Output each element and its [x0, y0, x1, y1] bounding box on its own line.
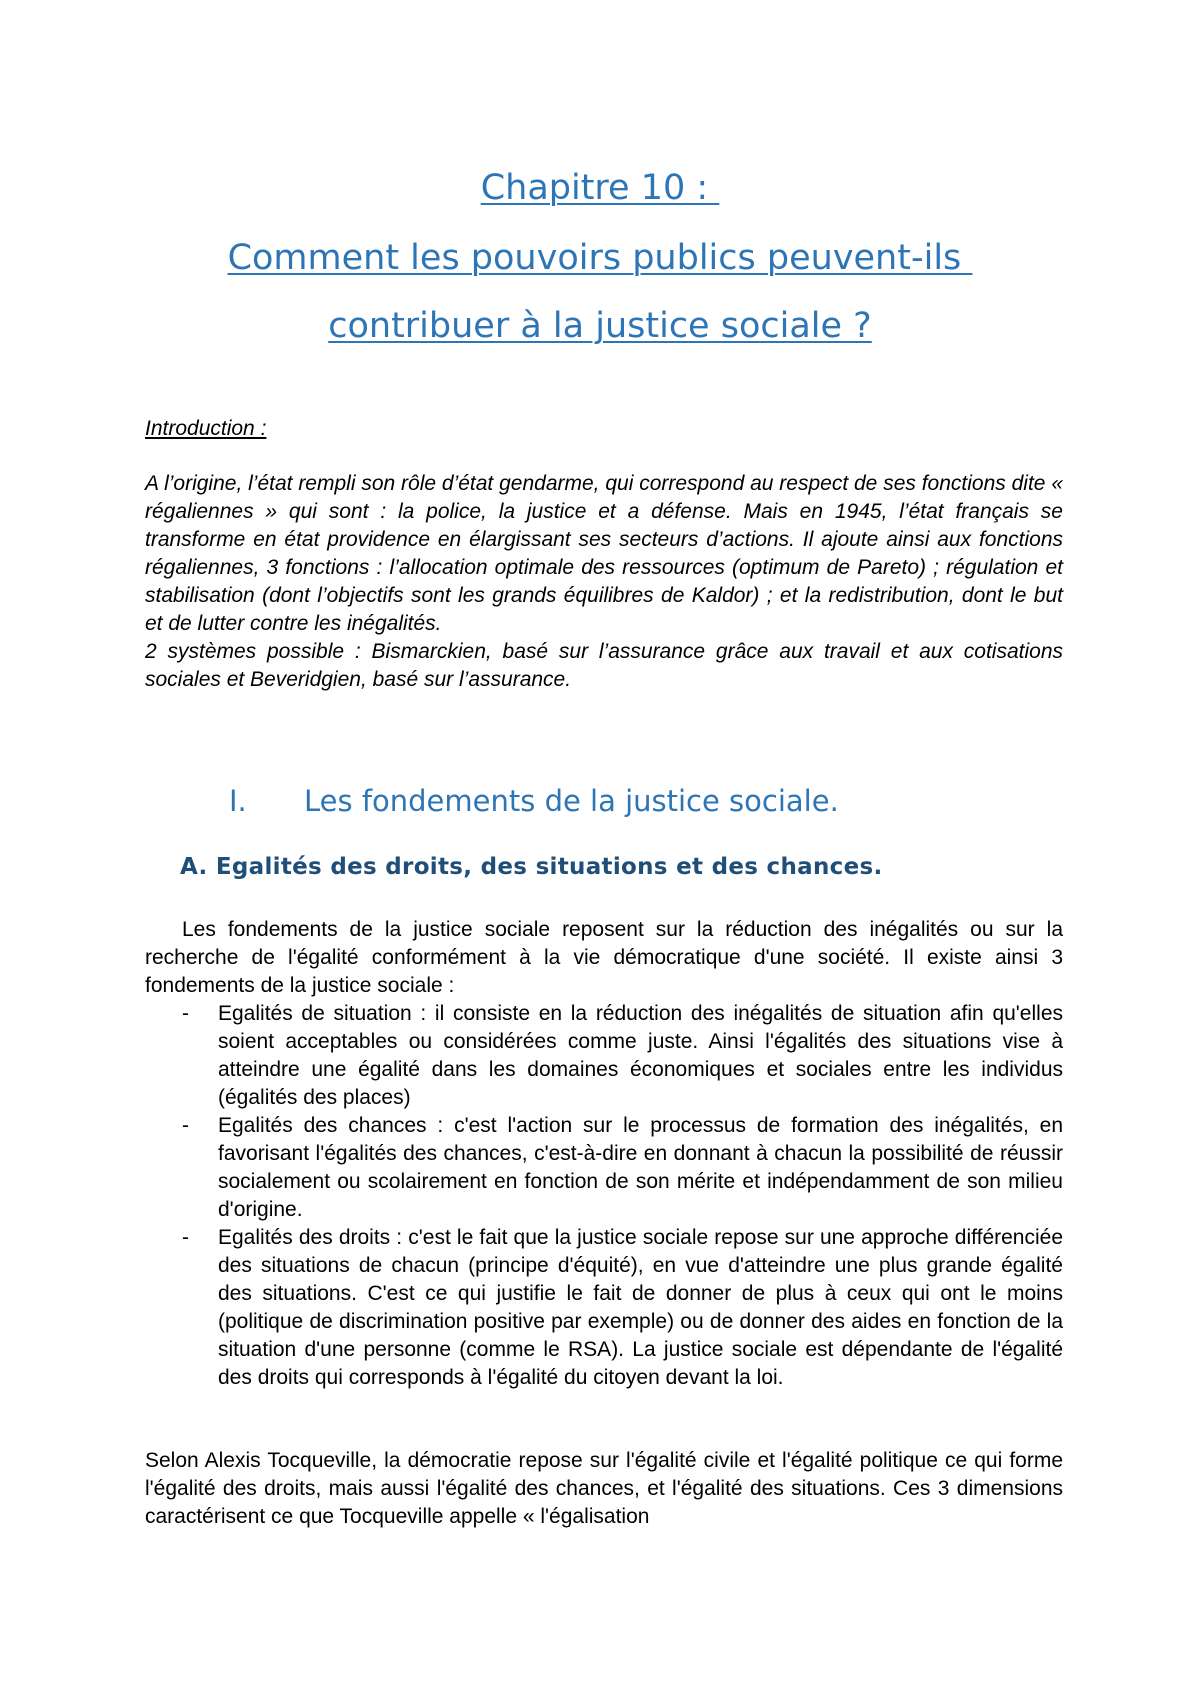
chapter-title: Chapitre 10 :: [480, 168, 720, 208]
section-title: Les fondements de la justice sociale.: [304, 784, 839, 818]
introduction-text: [145, 470, 1063, 694]
body-paragraph-2: Selon Alexis Tocqueville, la démocratie repose sur l'égalité civile et l'égalité politique ce qui forme l'égalité des droits, mais aussi l'égalité des chances, et l'égalité des situations. Ces 3 dimensions caractérisent ce que Tocqueville appelle « l'égalisation: [145, 1449, 1063, 1528]
body-paragraph-1: Les fondements de la justice sociale reposent sur la réduction des inégalités ou sur la recherche de l'égalité conformément à la vie démocratique d'une société. Il existe ainsi 3 fondements de la justice sociale :: [145, 918, 1063, 997]
fundamentals-list: [145, 1000, 1063, 1392]
introduction-label: Introduction :: [145, 417, 267, 440]
list-item: [145, 1112, 1063, 1224]
subsection-heading-a: A. Egalités des droits, des situations et des chances.: [180, 854, 883, 880]
list-item-text: Egalités de situation : il consiste en la réduction des inégalités de situation afin qu'elles soient acceptables ou considérées comme juste. Ainsi l'égalités des situations vise à atteindre une égalité dans les domaines économiques et sociales entre les individus (égalités des places): [218, 1002, 1063, 1109]
introduction-paragraph-2: 2 systèmes possible : Bismarckien, basé sur l’assurance grâce aux travail et aux cotisations sociales et Beveridgien, basé sur l’assurance.: [145, 640, 1063, 691]
list-item-text: Egalités des chances : c'est l'action sur le processus de formation des inégalités, en favorisant l'égalités des chances, c'est-à-dire en donnant à chacun la possibilité de réussir socialement ou scolairement en fonction de son mérite et indépendamment de son milieu d'origine.: [218, 1114, 1063, 1221]
chapter-question-line-1: Comment les pouvoirs publics peuvent-ils: [227, 238, 973, 278]
list-bullet: -: [182, 1114, 189, 1137]
list-bullet: -: [182, 1002, 189, 1025]
list-item-text: Egalités des droits : c'est le fait que la justice sociale repose sur une approche différenciée des situations de chacun (principe d'équité), en vue d'atteindre une plus grande égalité des situations. C'est ce qui justifie le fait de donner de plus à ceux qui ont le moins (politique de discrimination positive par exemple) ou de donner des aides en fonction de la situation d'une personne (comme le RSA). La justice sociale est dépendante de l'égalité des droits qui corresponds à l'égalité du citoyen devant la loi.: [218, 1226, 1063, 1389]
introduction-paragraph-1: A l’origine, l’état rempli son rôle d’état gendarme, qui correspond au respect de ses fonctions dite « régaliennes » qui sont : la police, la justice et a défense. Mais en 1945, l’état français se transforme en état providence en élargissant ses secteurs d’actions. Il ajoute ainsi aux fonctions régaliennes, 3 fonctions : l’allocation optimale des ressources (optimum de Pareto) ; régulation et stabilisation (dont l’objectifs sont les grands équilibres de Kaldor) ; et la redistribution, dont le but et de lutter contre les inégalités.: [145, 472, 1063, 635]
section-number: I.: [229, 784, 247, 818]
chapter-question-line-2: contribuer à la justice sociale ?: [328, 306, 872, 346]
list-bullet: -: [182, 1226, 189, 1249]
list-item: [145, 1000, 1063, 1112]
list-item: [145, 1224, 1063, 1392]
